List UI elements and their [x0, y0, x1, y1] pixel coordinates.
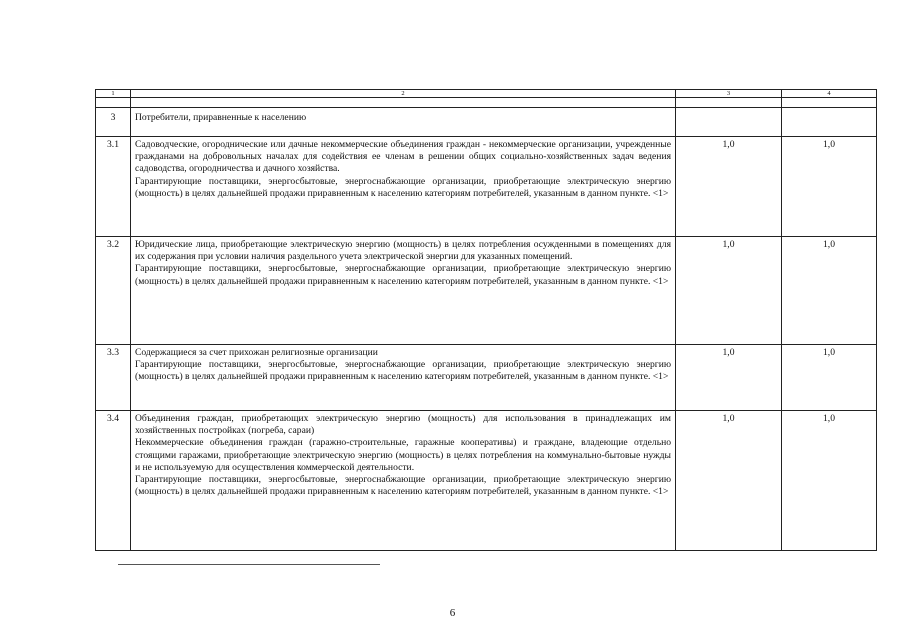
- table-row: [96, 345, 877, 411]
- section-cell-4: [782, 108, 877, 137]
- row-paragraph: Объединения граждан, приобретающих электрическую энергию (мощность) для использования в принадлежащих им хозяйственных постройках (погреба, сараи): [135, 413, 671, 437]
- row-value-col4: 1,0: [782, 411, 877, 551]
- row-paragraph: Гарантирующие поставщики, энергосбытовые, энергоснабжающие организации, приобретающие электрическую энергию (мощность) в целях дальнейшей продажи приравненным к населению категориям потребителей, указанным в данном пункте. <1>: [135, 474, 671, 498]
- row-paragraph: Садоводческие, огороднические или дачные некоммерческие объединения граждан - некоммерческие организации, учрежденные гражданами на добровольных началах для содействия ее членам в решении общих социально-хозяйственных задач ведения садоводства, огородничества и дачного хозяйства.: [135, 139, 671, 175]
- blank-cell: [96, 98, 131, 108]
- table-row: [96, 411, 877, 551]
- row-description: [131, 137, 676, 237]
- row-value-col3: 1,0: [676, 137, 782, 237]
- row-paragraph: Юридические лица, приобретающие электрическую энергию (мощность) в целях потребления осужденными в помещениях для их содержания при условии наличия раздельного учета электрической энергии для указанных помещений.: [135, 239, 671, 263]
- row-value-col4: 1,0: [782, 345, 877, 411]
- row-description: [131, 237, 676, 345]
- blank-cell: [782, 98, 877, 108]
- header-col-3: 3: [676, 90, 782, 98]
- row-value-col3: 1,0: [676, 345, 782, 411]
- section-cell-3: [676, 108, 782, 137]
- row-value-col4: 1,0: [782, 137, 877, 237]
- row-value-col3: 1,0: [676, 411, 782, 551]
- section-row: [96, 108, 877, 137]
- row-paragraph: Гарантирующие поставщики, энергосбытовые, энергоснабжающие организации, приобретающие электрическую энергию (мощность) в целях дальнейшей продажи приравненным к населению категориям потребителей, указанным в данном пункте. <1>: [135, 175, 671, 199]
- header-col-4: 4: [782, 90, 877, 98]
- header-row: [96, 90, 877, 98]
- row-number: 3.2: [96, 237, 131, 345]
- row-description: [131, 345, 676, 411]
- table-row: [96, 137, 877, 237]
- blank-row: [96, 98, 877, 108]
- header-col-2: 2: [131, 90, 676, 98]
- section-number: 3: [96, 108, 131, 137]
- section-title: Потребители, приравненные к населению: [131, 108, 676, 137]
- row-number: 3.3: [96, 345, 131, 411]
- header-col-1: 1: [96, 90, 131, 98]
- row-number: 3.1: [96, 137, 131, 237]
- page-number: 6: [449, 607, 456, 619]
- row-value-col3: 1,0: [676, 237, 782, 345]
- row-description: [131, 411, 676, 551]
- row-paragraph: Гарантирующие поставщики, энергосбытовые, энергоснабжающие организации, приобретающие электрическую энергию (мощность) в целях дальнейшей продажи приравненным к населению категориям потребителей, указанным в данном пункте. <1>: [135, 263, 671, 287]
- footnote-separator: [118, 564, 380, 565]
- row-paragraph: Содержащиеся за счет прихожан религиозные организации: [135, 347, 378, 358]
- row-number: 3.4: [96, 411, 131, 551]
- row-paragraph: Некоммерческие объединения граждан (гаражно-строительные, гаражные кооперативы) и граждане, владеющие отдельно стоящими гаражами, приобретающие электрическую энергию (мощность) в целях потребления на коммунально-бытовые нужды и не используемую для осуществления коммерческой деятельности.: [135, 437, 671, 473]
- row-value-col4: 1,0: [782, 237, 877, 345]
- row-paragraph: Гарантирующие поставщики, энергосбытовые, энергоснабжающие организации, приобретающие электрическую энергию (мощность) в целях дальнейшей продажи приравненным к населению категориям потребителей, указанным в данном пункте. <1>: [135, 359, 671, 383]
- blank-cell: [131, 98, 676, 108]
- table-row: [96, 237, 877, 345]
- blank-cell: [676, 98, 782, 108]
- tariff-table: [95, 89, 877, 551]
